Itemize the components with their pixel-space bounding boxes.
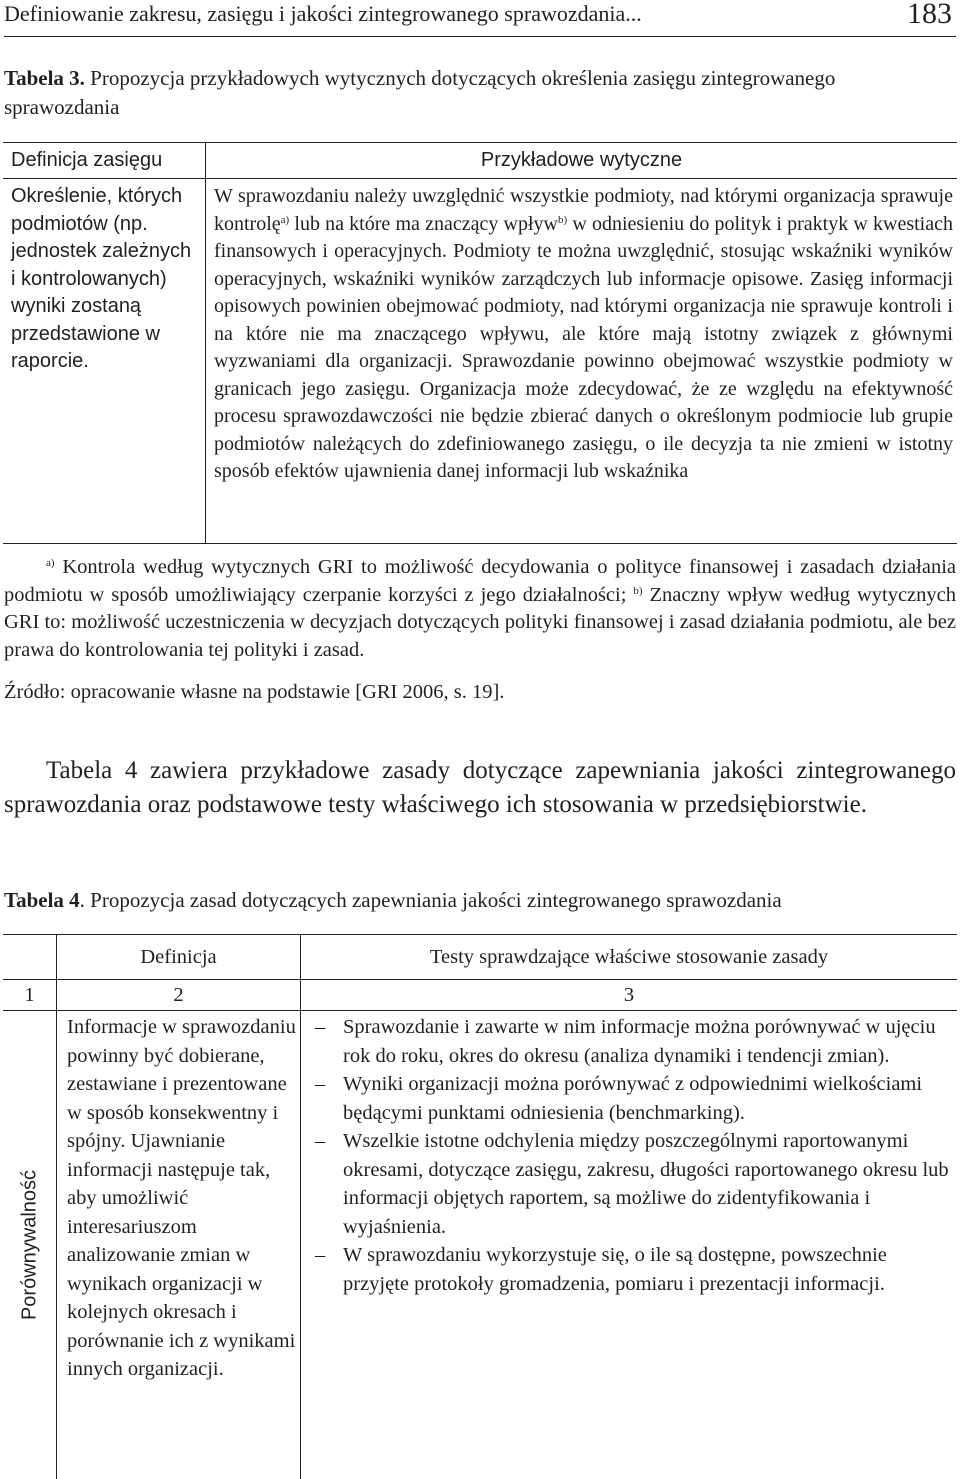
body-paragraph: Tabela 4 zawiera przykładowe zasady dotyczące zapewniania jakości zintegrowanego sprawozdania oraz podstawowe testy właściwego ich stosowania w przedsiębiorstwie. bbox=[4, 754, 956, 822]
table3 bbox=[3, 142, 957, 544]
table4-number-row bbox=[3, 980, 957, 1011]
page-number: 183 bbox=[907, 0, 952, 31]
list-item: – Sprawozdanie i zawarte w nim informacje można porównywać w ujęciu rok do roku, okres do okresu (analiza dynamiki i tendencji zmian). bbox=[315, 1013, 953, 1070]
table4-col2-header: Definicja bbox=[57, 935, 301, 980]
guideline-part2: lub na które ma znaczący wpływ bbox=[289, 213, 558, 235]
note-b-text: Znaczny wpływ według wytycznych GRI to: możliwość uczestniczenia w decyzjach dotyczących polityki finansowej i zasad działania podmiotu, ale bez prawa do kontrolowania tej polityki i zasad. bbox=[4, 584, 956, 661]
guideline-part1: W sprawozdaniu należy uwzględnić wszystkie podmioty, nad którymi organizacja sprawuje kontrolę bbox=[214, 185, 953, 235]
row-label: Porównywalność bbox=[18, 1170, 41, 1320]
running-head bbox=[4, 0, 956, 37]
footnote-ref-b: b) bbox=[558, 214, 567, 226]
table3-source: Źródło: opracowanie własne na podstawie [GRI 2006, s. 19]. bbox=[4, 681, 504, 704]
table3-body-row bbox=[3, 179, 957, 544]
table4-col-number-2: 2 bbox=[57, 980, 301, 1011]
table4-caption-text: . Propozycja zasad dotyczących zapewniania jakości zintegrowanego sprawozdania bbox=[80, 888, 782, 912]
table4-col-number-1: 1 bbox=[3, 980, 57, 1011]
running-title: Definiowanie zakresu, zasięgu i jakości zintegrowanego sprawozdania... bbox=[4, 1, 642, 27]
list-item: – Wszelkie istotne odchylenia między poszczególnymi raportowanymi okresami, dotyczące zasięgu, zakresu, długości raportowanego okresu lub informacji objętych raportem, są możliwe do zidentyfikowania i wyjaśnienia. bbox=[315, 1127, 953, 1241]
table3-col1-header: Definicja zasięgu bbox=[3, 143, 206, 179]
footnote-ref-a: a) bbox=[281, 214, 290, 226]
tests-list bbox=[315, 1013, 953, 1298]
list-item: – W sprawozdaniu wykorzystuje się, o ile są dostępne, powszechnie przyjęte protokoły gromadzenia, pomiaru i prezentacji informacji. bbox=[315, 1241, 953, 1298]
table4-col-number-3: 3 bbox=[301, 980, 958, 1011]
table3-guideline bbox=[206, 179, 958, 544]
table3-caption bbox=[4, 64, 954, 122]
table3-col2-header: Przykładowe wytyczne bbox=[206, 143, 958, 179]
guideline-part3: w odniesieniu do polityk i praktyk w kwestiach finansowych i operacyjnych. Podmioty te można uwzględnić, stosując wskaźniki wyników operacyjnych, wskaźniki wyników zarządczych lub informacje opisowe. Zasięg informacji opisowych powinien obejmować podmioty, nad którymi organizacja nie sprawuje kontroli i na które nie ma znaczącego wpływu, ale które mają istotny związek z głównymi wyzwaniami dla organizacji. Sprawozdanie powinno obejmować wszystkie podmioty w granicach jego zasięgu. Organizacja może zdecydować, że ze względu na efektywność procesu sprawozdawczości nie będzie zbierać danych o określonym podmiocie lub grupie podmiotów należących do zdefiniowanego zasięgu, o ile decyzja ta nie zmieni w istotny sposób efektów ujawnienia danej informacji lub wskaźnika bbox=[214, 213, 953, 483]
table4-header-row bbox=[3, 935, 957, 980]
table3-caption-text: Propozycja przykładowych wytycznych dotyczących określenia zasięgu zintegrowanego sprawozdania bbox=[4, 66, 835, 119]
table3-header-row bbox=[3, 143, 957, 179]
table4-caption bbox=[4, 886, 954, 915]
table4-col3-header: Testy sprawdzające właściwe stosowanie zasady bbox=[301, 935, 958, 980]
table4 bbox=[3, 934, 957, 1479]
table4-definition: Informacje w sprawozdaniu powinny być dobierane, zestawiane i prezentowane w sposób konsekwentny i spójny. Ujawnianie informacji następuje tak, aby umożliwić interesariuszom analizowanie zmian w wynikach organizacji w kolejnych okresach i porównanie ich z wynikami innych organizacji. bbox=[57, 1011, 301, 1479]
table3-label: Tabela 3. bbox=[4, 66, 85, 90]
table4-row-porownywalnosc bbox=[3, 1011, 957, 1479]
note-a-mark: a) bbox=[46, 557, 55, 569]
table4-col1-header bbox=[3, 935, 57, 980]
table4-row-label-cell bbox=[3, 1011, 57, 1479]
note-a-text: Kontrola według wytycznych GRI to możliwość decydowania o polityce finansowej i zasadach działania podmiotu w sposób umożliwiający czerpanie korzyści z jego działalności; bbox=[4, 556, 956, 606]
table3-notes bbox=[4, 554, 956, 664]
table4-tests bbox=[301, 1011, 958, 1479]
table4-label: Tabela 4 bbox=[4, 888, 80, 912]
note-b-mark: b) bbox=[633, 585, 642, 597]
list-item: – Wyniki organizacji można porównywać z odpowiednimi wielkościami będącymi punktami odniesienia (benchmarking). bbox=[315, 1070, 953, 1127]
table3-definition: Określenie, których podmiotów (np. jednostek zależnych i kontrolowanych) wyniki zostaną przedstawione w raporcie. bbox=[3, 179, 206, 544]
